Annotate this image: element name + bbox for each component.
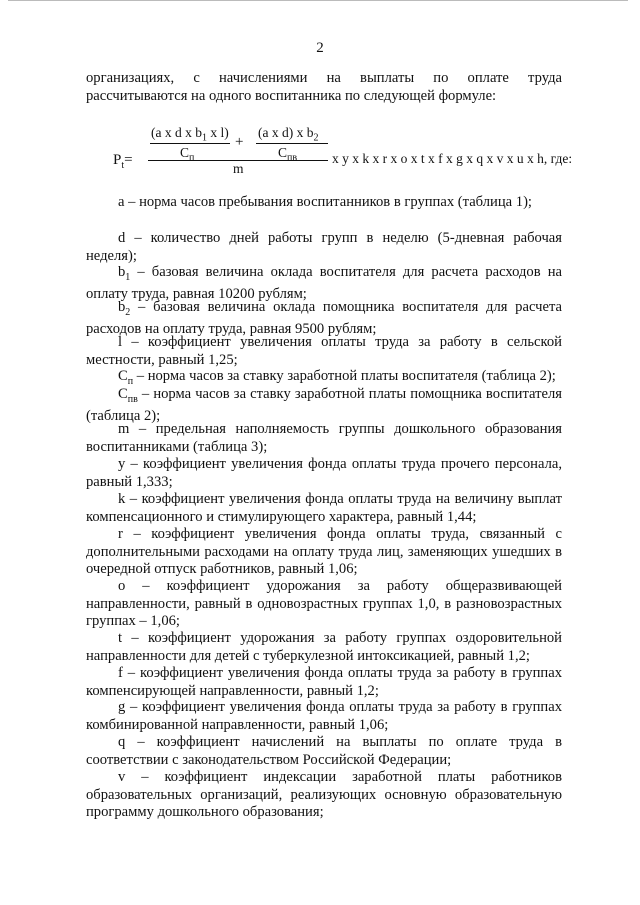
definition-text: – норма часов за ставку заработной платы помощника воспитателя (таблица 2); (86, 386, 562, 425)
definition-text: – коэффициент увеличения фонда оплаты труда за работу в группах комбинированной направленности, равный 1,06; (86, 699, 562, 733)
definition-item (86, 456, 562, 491)
definition-symbol: k (118, 491, 126, 507)
definition-text: – количество дней работы групп в неделю (5-дневная рабочая неделя); (86, 230, 562, 264)
definition-item (86, 491, 562, 526)
definition-item (86, 699, 562, 734)
definition-symbol: b (118, 264, 126, 280)
formula-denominator-1: $C_п$ (180, 145, 195, 164)
definition-item (86, 194, 562, 212)
definition-text: – коэффициент увеличения фонда оплаты труда на величину выплат компенсационного и стимулирующего характера, равный 1,44; (86, 491, 562, 525)
definition-item (86, 665, 562, 700)
definition-item (86, 264, 562, 304)
definition-symbol: d (118, 230, 126, 246)
definition-item (86, 230, 562, 265)
definition-item (86, 734, 562, 769)
definition-symbol: q (118, 734, 126, 750)
definition-item (86, 386, 562, 426)
definition-text: – коэффициент начислений на выплаты по оплате труда в соответствии с законодательством Российской Федерации; (86, 734, 562, 768)
definition-symbol: g (118, 699, 126, 715)
definition-text: – норма часов пребывания воспитанников в группах (таблица 1); (124, 194, 532, 210)
definition-symbol: o (118, 578, 126, 594)
definition-text: – норма часов за ставку заработной платы воспитателя (таблица 2); (133, 368, 556, 384)
formula-denominator-2: $C_{пв}$ (278, 145, 298, 164)
definition-text: – базовая величина оклада воспитателя для расчета расходов на оплату труда, равная 10200 рублям; (86, 264, 562, 303)
definition-symbol-subscript: 1 (125, 271, 131, 283)
page-number: 2 (316, 40, 324, 56)
formula-numerator-1: (a x d x $b_1$ x l) (151, 125, 229, 144)
definition-text: – коэффициент увеличения фонда оплаты труда за работу в группах компенсирующей направленности, равный 1,2; (86, 665, 562, 699)
formula-numerator-2: (a x d) x $b_2$ (258, 125, 319, 144)
definition-item (86, 578, 562, 631)
definition-item (86, 334, 562, 369)
definition-symbol: a (118, 194, 125, 210)
formula-plus: + (235, 134, 244, 150)
intro-line-2: рассчитываются на одного воспитанника по следующей формуле: (86, 87, 497, 104)
formula-lhs: $P_t=$ (113, 152, 133, 171)
definition-symbol: r (118, 526, 123, 542)
definition-symbol: t (118, 630, 123, 646)
intro-line-1: организациях, с начислениями на выплаты по оплате труда (86, 70, 562, 86)
definition-symbol: C (118, 368, 128, 384)
definition-symbol: C (118, 386, 128, 402)
definition-symbol-subscript: п (127, 375, 134, 387)
definition-symbol-subscript: пв (127, 393, 138, 405)
definition-text: – коэффициент увеличения фонда оплаты труда прочего персонала, равный 1,333; (86, 456, 562, 490)
definition-text: – коэффициент увеличения оплаты труда за работу в сельской местности, равный 1,25; (86, 334, 562, 368)
definition-text: – коэффициент удорожания за работу группах оздоровительной направленности для детей с туберкулезной интоксикацией, равный 1,2; (86, 630, 562, 664)
definition-text: – базовая величина оклада помощника воспитателя для расчета расходов на оплату труда, равная 9500 рублям; (86, 299, 562, 338)
definition-symbol: v (118, 769, 126, 785)
definition-item (86, 299, 562, 339)
definition-item (86, 526, 562, 579)
definition-text: – коэффициент индексации заработной платы работников образовательных организаций, реализующих основную образовательную программу дошкольного образования; (86, 769, 562, 820)
definition-text: – коэффициент удорожания за работу общеразвивающей направленности, равный в одновозрастных группах 1,0, в разновозрастных группах – 1,06; (86, 578, 562, 629)
definition-item (86, 421, 562, 456)
definition-item (86, 630, 562, 665)
definition-symbol: y (118, 456, 126, 472)
definition-text: – предельная наполняемость группы дошкольного образования воспитанниками (таблица 3); (86, 421, 562, 455)
definition-symbol: b (118, 299, 126, 315)
formula-tail: x y x k x r x o x t x f x g x q x v x u x h, где: (332, 151, 573, 166)
definition-item (86, 769, 562, 822)
formula-denominator-main: m (233, 161, 244, 176)
definition-symbol-subscript: 2 (125, 306, 131, 318)
definition-symbol: l (118, 334, 123, 350)
definition-text: – коэффициент увеличения фонда оплаты труда, связанный с дополнительными расходами на оплату труда лиц, заменяющих ушедших в очередной отпуск работников, равный 1,06; (86, 526, 562, 577)
definitions-list (86, 0, 562, 905)
definition-symbol: f (118, 665, 123, 681)
definition-symbol: m (118, 421, 130, 437)
